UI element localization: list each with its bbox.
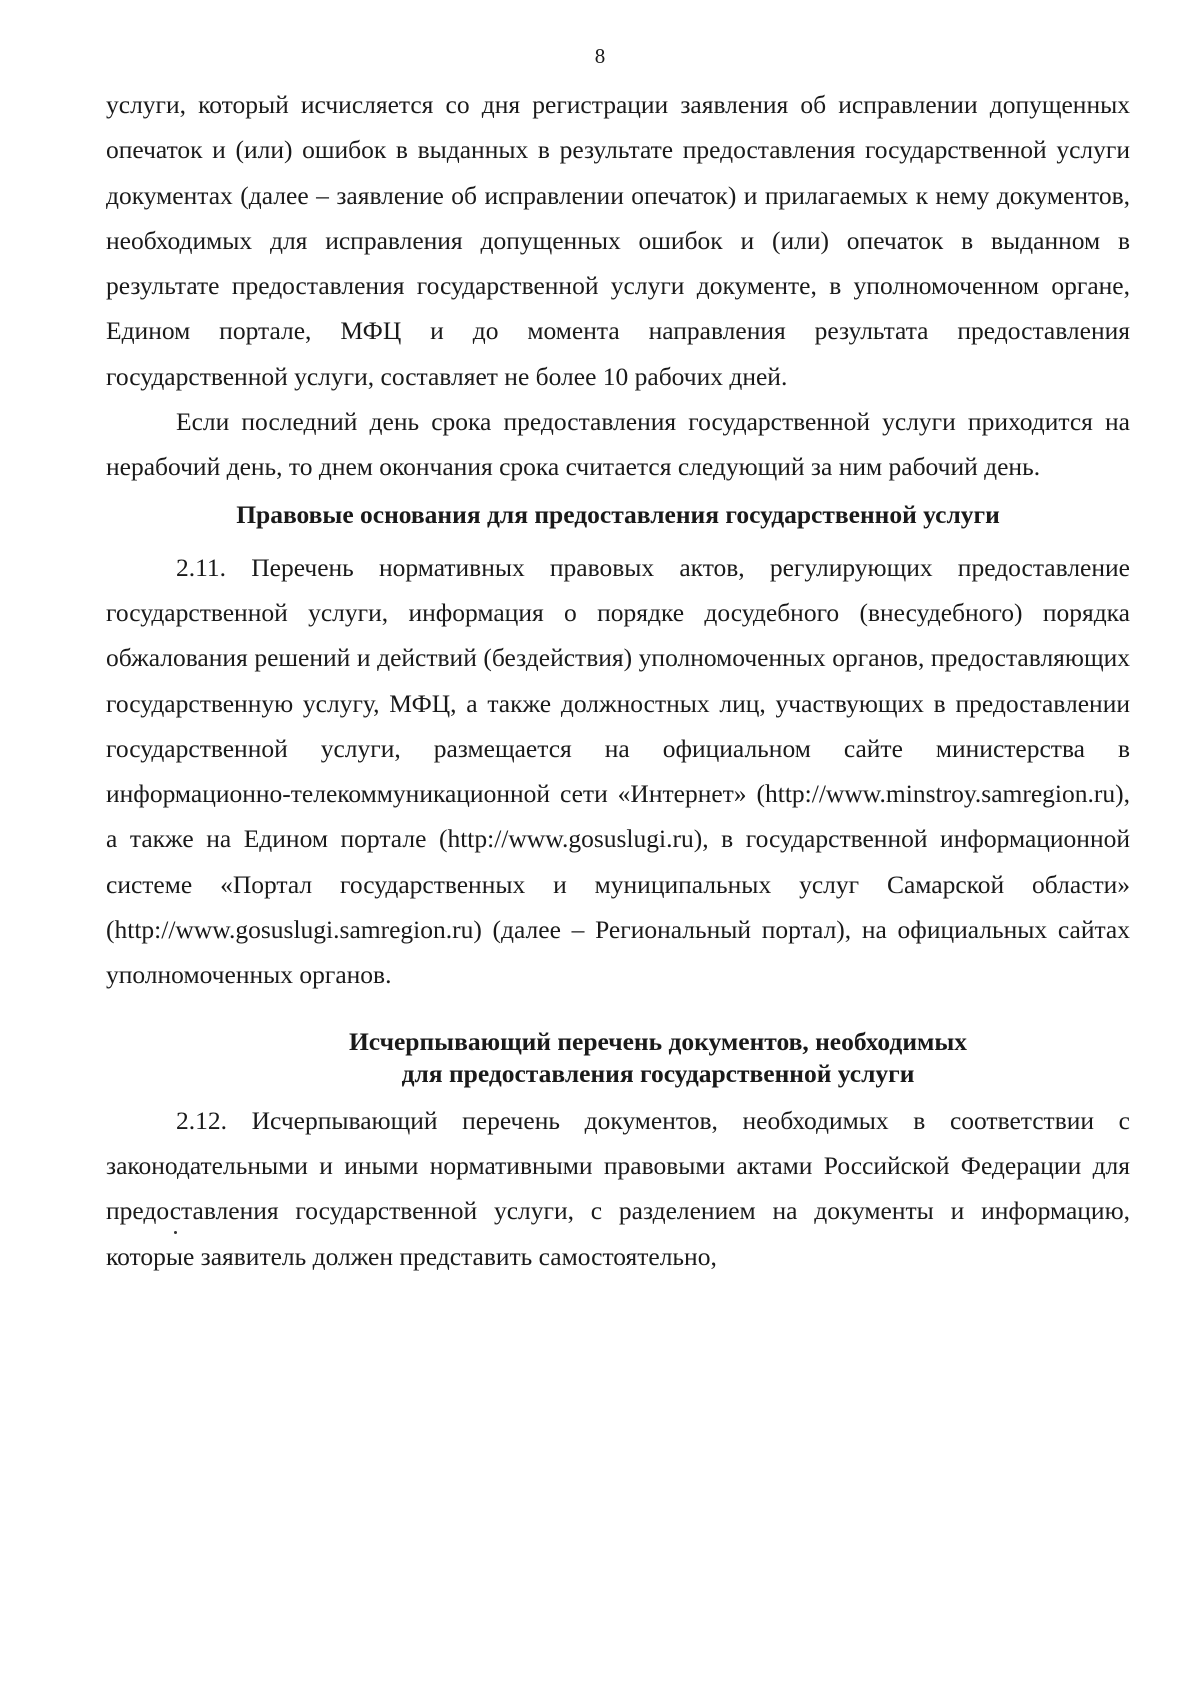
section-heading-documents-line-1: Исчерпывающий перечень документов, необходимых — [348, 1026, 968, 1056]
section-heading-documents-list — [106, 1026, 1130, 1090]
paragraph-2-12: 2.12. Исчерпывающий перечень документов, необходимых в соответствии с законодательными и иными нормативными правовыми актами Российской Федерации для предоставления государственной услуги, с разделением на документы и информацию, которые заявитель должен представить самостоятельно, — [106, 1105, 1130, 1271]
section-heading-documents-line-2: для предоставления государственной услуги — [401, 1058, 915, 1088]
page-number: 8 — [594, 44, 606, 68]
paragraph-2-11: 2.11. Перечень нормативных правовых актов, регулирующих предоставление государственной услуги, информация о порядке досудебного (внесудебного) порядка обжалования решений и действий (бездействия) уполномоченных органов, предоставляющих государственную услугу, МФЦ, а также должностных лиц, участвующих в предоставлении государственной услуги, размещается на официальном сайте министерства в информационно-телекоммуникационной сети «Интернет» (http://www.minstroy.samregion.ru), а также на Едином портале (http://www.gosuslugi.ru), в государственной информационной системе «Портал государственных и муниципальных услуг Самарской области» (http://www.gosuslugi.samregion.ru) (далее – Региональный портал), на официальных сайтах уполномоченных органов. — [106, 552, 1130, 990]
scan-speck — [174, 1231, 177, 1234]
section-heading-legal-basis: Правовые основания для предоставления государственной услуги — [236, 499, 1000, 529]
paragraph-continuation: услуги, который исчисляется со дня регистрации заявления об исправлении допущенных опечаток и (или) ошибок в выданных в результате предоставления государственной услуги документах (далее – заявление об исправлении опечаток) и прилагаемых к нему документов, необходимых для исправления допущенных ошибок и (или) опечаток в выданном в результате предоставления государственной услуги документе, в уполномоченном органе, Едином портале, МФЦ и до момента направления результата предоставления государственной услуги, составляет не более 10 рабочих дней. — [106, 90, 1130, 391]
document-body — [106, 82, 1130, 1279]
paragraph-deadline-rule: Если последний день срока предоставления государственной услуги приходится на нерабочий день, то днем окончания срока считается следующий за ним рабочий день. — [106, 407, 1130, 482]
